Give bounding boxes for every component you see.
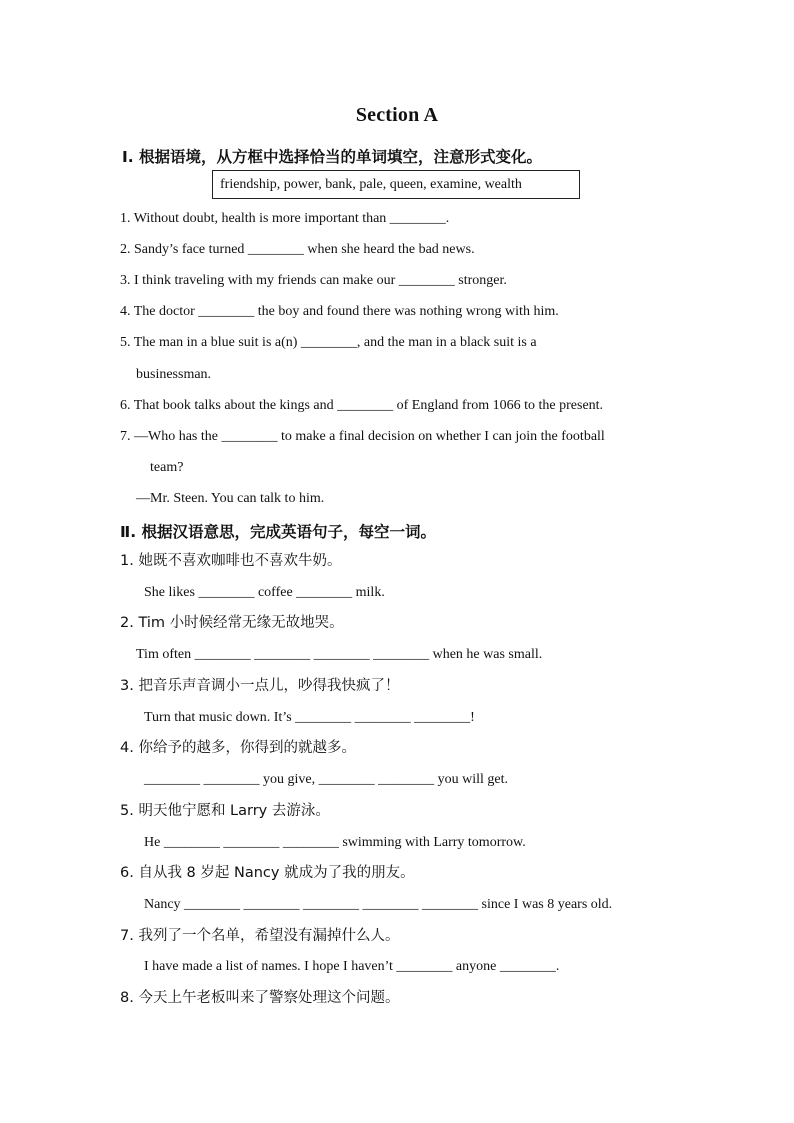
- s2-item-6-chinese: 6. 自从我 8 岁起 Nancy 就成为了我的朋友。: [120, 865, 415, 881]
- s2-item-3-english: Turn that music down. It’s ________ ________ ________!: [144, 710, 475, 725]
- s2-item-3-chinese: 3. 把音乐声音调小一点儿，吵得我快疯了！: [120, 678, 400, 694]
- s1-question-5: 5. The man in a blue suit is a(n) ________, and the man in a black suit is a: [120, 335, 537, 350]
- page-title: Section A: [355, 104, 439, 126]
- s1-question-1: 1. Without doubt, health is more important than ________.: [120, 211, 450, 226]
- s1-question-6: 6. That book talks about the kings and ________ of England from 1066 to the present.: [120, 398, 604, 413]
- s2-item-7-chinese: 7. 我列了一个名单，希望没有漏掉什么人。: [120, 928, 400, 944]
- s2-item-4-english: ________ ________ you give, ________ ________ you will get.: [144, 772, 508, 787]
- word-box: friendship, power, bank, pale, queen, examine, wealth: [212, 170, 580, 199]
- s2-item-8-chinese: 8. 今天上午老板叫来了警察处理这个问题。: [120, 990, 400, 1006]
- s2-item-7-english: I have made a list of names. I hope I haven’t ________ anyone ________.: [144, 959, 560, 974]
- s2-item-1-english: She likes ________ coffee ________ milk.: [144, 585, 385, 600]
- s1-question-7: 7. —Who has the ________ to make a final decision on whether I can join the football: [120, 429, 605, 444]
- s1-question-3: 3. I think traveling with my friends can make our ________ stronger.: [120, 273, 507, 288]
- section1-heading: Ⅰ. 根据语境，从方框中选择恰当的单词填空，注意形式变化。: [122, 148, 543, 166]
- section2-heading: Ⅱ. 根据汉语意思，完成英语句子，每空一词。: [120, 523, 436, 541]
- s1-question-4: 4. The doctor ________ the boy and found there was nothing wrong with him.: [120, 304, 559, 319]
- s2-item-6-english: Nancy ________ ________ ________ ________ ________ since I was 8 years old.: [144, 897, 613, 912]
- s1-question-5-cont: businessman.: [136, 367, 212, 382]
- s1-question-7-cont: team?: [150, 460, 184, 475]
- s2-item-2-english: Tim often ________ ________ ________ ________ when he was small.: [136, 647, 543, 662]
- s1-question-2: 2. Sandy’s face turned ________ when she heard the bad news.: [120, 242, 475, 257]
- s2-item-4-chinese: 4. 你给予的越多，你得到的就越多。: [120, 740, 356, 756]
- s2-item-2-chinese: 2. Tim 小时候经常无缘无故地哭。: [120, 615, 344, 631]
- s2-item-5-english: He ________ ________ ________ swimming with Larry tomorrow.: [144, 835, 526, 850]
- s2-item-1-chinese: 1. 她既不喜欢咖啡也不喜欢牛奶。: [120, 553, 342, 569]
- s1-question-7-answer: —Mr. Steen. You can talk to him.: [136, 491, 325, 506]
- s2-item-5-chinese: 5. 明天他宁愿和 Larry 去游泳。: [120, 803, 330, 819]
